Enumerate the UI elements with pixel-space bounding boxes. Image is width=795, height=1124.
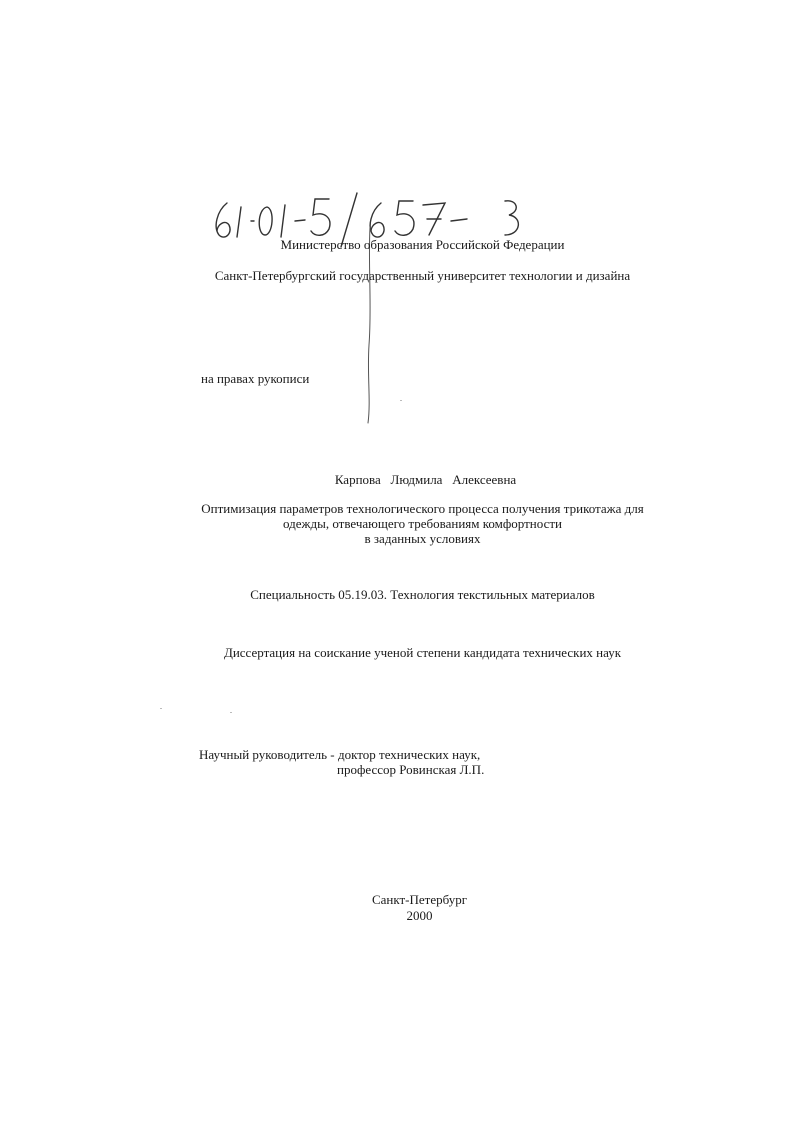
- title-line-3: в заданных условиях: [364, 531, 481, 546]
- university-heading: Санкт-Петербургский государственный университет технологии и дизайна: [214, 268, 631, 283]
- manuscript-note: на правах рукописи: [201, 371, 310, 386]
- year: 2000: [406, 908, 433, 923]
- supervisor-degree: доктор технических наук,: [338, 747, 481, 762]
- ministry-heading: Министерство образования Российской Федерации: [280, 237, 565, 252]
- title-line-1: Оптимизация параметров технологического процесса получения трикотажа для: [201, 501, 644, 516]
- supervisor-name: профессор Ровинская Л.П.: [337, 762, 485, 777]
- scan-speck: [400, 400, 402, 401]
- scan-speck: [160, 708, 162, 709]
- city: Санкт-Петербург: [371, 892, 468, 907]
- title-line-2: одежды, отвечающего требованиям комфортности: [282, 516, 562, 531]
- scan-speck: [230, 712, 232, 713]
- specialty-line: Специальность 05.19.03. Технология текстильных материалов: [250, 587, 595, 602]
- pen-stroke: [356, 225, 386, 425]
- author-name: Карпова Людмила Алексеевна: [334, 472, 517, 487]
- supervisor-label: Научный руководитель -: [199, 747, 335, 762]
- dissertation-line: Диссертация на соискание ученой степени кандидата технических наук: [223, 645, 622, 660]
